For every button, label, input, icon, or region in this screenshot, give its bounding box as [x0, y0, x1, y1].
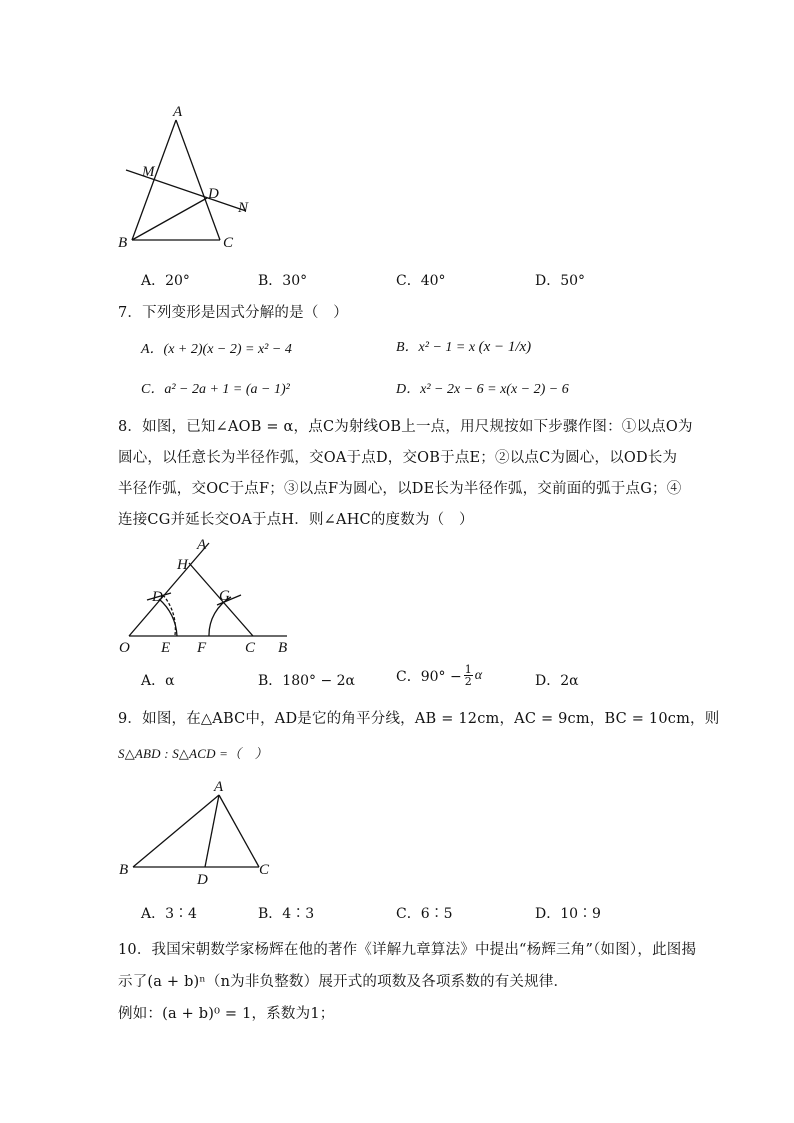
q9-point-d: D — [197, 872, 208, 888]
q7-option-b-paren: (x − 1/x) — [478, 339, 532, 355]
q7-option-b-prefix: B．x² − 1 = x — [396, 340, 476, 355]
q8-point-o: O — [119, 640, 130, 656]
q8-option-d[interactable]: D．2α — [535, 673, 579, 689]
q8-option-a[interactable]: A．α — [141, 673, 175, 689]
q7-stem: 7．下列变形是因式分解的是（ ） — [118, 305, 348, 321]
q7-option-a[interactable]: A．(x + 2)(x − 2) = x² − 4 — [141, 342, 292, 357]
q8-option-b[interactable]: B．180° − 2α — [258, 673, 356, 689]
q9-stem-line-1: 9．如图，在△ABC中，AD是它的角平分线，AB = 12cm，AC = 9cm，BC = 10cm，则 — [118, 711, 720, 727]
q8-option-c-fraction — [464, 664, 473, 687]
q8-point-h: H — [177, 557, 188, 573]
q8-point-a: A — [197, 537, 207, 553]
q8-point-b: B — [278, 640, 288, 656]
q6-option-c[interactable]: C．40° — [396, 273, 446, 289]
q9-triangle-figure — [115, 775, 285, 890]
q6-point-m: M — [142, 164, 155, 180]
q8-stem-line-1: 8．如图，已知∠AOB = α，点C为射线OB上一点，用尺规按如下步骤作图：①以点O为 — [118, 419, 693, 435]
q9-point-a: A — [214, 779, 224, 795]
q9-option-a[interactable]: A．3∶4 — [141, 906, 197, 922]
q6-point-n: N — [238, 200, 249, 216]
q8-point-d: D — [152, 589, 163, 605]
q8-point-e: E — [161, 640, 171, 656]
q6-option-d[interactable]: D．50° — [535, 273, 586, 289]
q8-option-c-denominator: 2 — [464, 675, 472, 688]
q8-point-f: F — [197, 640, 207, 656]
q9-point-b: B — [119, 862, 129, 878]
q8-stem-line-3: 半径作弧，交OC于点F；③以点F为圆心，以DE长为半径作弧，交前面的弧于点G；④ — [118, 481, 682, 497]
q6-option-b[interactable]: B．30° — [258, 273, 308, 289]
q6-point-a: A — [173, 104, 183, 120]
q6-point-c: C — [223, 235, 234, 250]
q8-option-c-numerator: 1 — [464, 663, 472, 676]
q8-option-c[interactable] — [396, 664, 482, 687]
q6-option-a[interactable]: A．20° — [141, 273, 190, 289]
q7-option-d[interactable]: D．x² − 2x − 6 = x(x − 2) − 6 — [396, 382, 569, 397]
q8-point-g: G — [219, 588, 230, 604]
q9-point-c: C — [259, 862, 270, 878]
q6-point-d: D — [208, 186, 219, 202]
q8-stem-line-4: 连接CG并延长交OA于点H．则∠AHC的度数为（ ） — [118, 512, 474, 528]
q10-stem-line-1: 10．我国宋朝数学家杨辉在他的著作《详解九章算法》中提出“杨辉三角”（如图），此图揭 — [118, 942, 697, 958]
q8-stem-line-2: 圆心，以任意长为半径作弧，交OA于点D，交OB于点E；②以点C为圆心，以OD长为 — [118, 450, 678, 466]
q8-construction-figure — [115, 535, 300, 660]
q6-point-b: B — [118, 235, 128, 250]
q9-stem-line-2: S△ABD : S△ACD =（ ） — [118, 746, 268, 761]
q8-point-c: C — [245, 640, 256, 656]
q10-stem-line-3: 例如：(a + b)⁰ = 1，系数为1； — [118, 1006, 335, 1022]
q8-option-c-suffix: α — [474, 667, 483, 683]
q10-stem-line-2: 示了(a + b)ⁿ（n为非负整数）展开式的项数及各项系数的有关规律． — [118, 974, 569, 990]
q8-option-c-prefix: C．90° − — [396, 668, 462, 685]
q9-option-c[interactable]: C．6∶5 — [396, 906, 453, 922]
q7-option-b[interactable] — [396, 336, 531, 356]
q6-triangle-figure — [110, 100, 280, 250]
q7-option-c[interactable]: C．a² − 2a + 1 = (a − 1)² — [141, 382, 290, 397]
q9-option-d[interactable]: D．10∶9 — [535, 906, 601, 922]
q9-option-b[interactable]: B．4∶3 — [258, 906, 315, 922]
